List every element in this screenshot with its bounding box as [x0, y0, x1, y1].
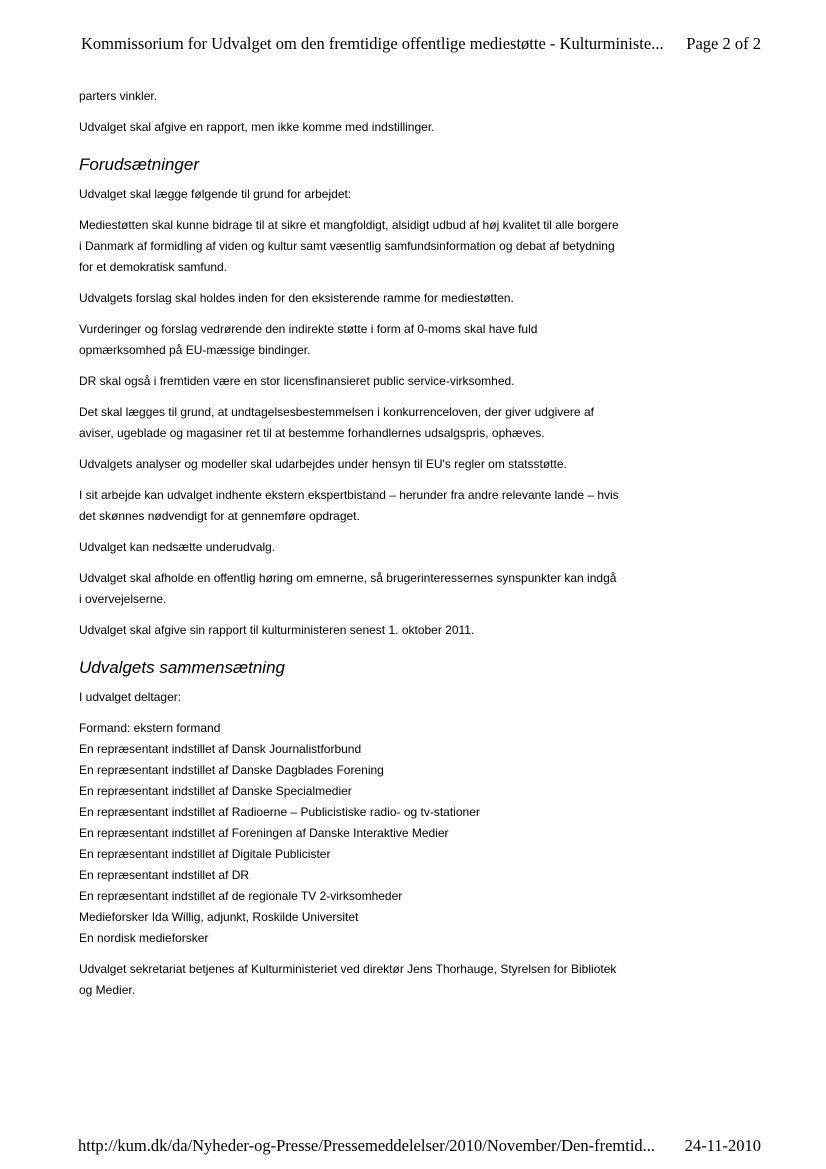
document-title: Kommissorium for Udvalget om den fremtidige offentlige mediestøtte - Kulturministe...	[81, 34, 664, 53]
paragraph: parters vinkler.	[79, 89, 158, 103]
list-item: En repræsentant indstillet af Radioerne – Publicistiske radio- og tv-stationer	[79, 805, 480, 819]
list-item: Medieforsker Ida Willig, adjunkt, Roskilde Universitet	[79, 910, 359, 924]
page-footer	[78, 1136, 761, 1156]
source-url: http://kum.dk/da/Nyheder-og-Presse/Pressemeddelelser/2010/November/Den-fremtid...	[78, 1136, 656, 1155]
list-item: Formand: ekstern formand	[79, 721, 221, 735]
paragraph: I sit arbejde kan udvalget indhente ekstern ekspertbistand – herunder fra andre relevante lande – hvis det skønnes nødvendigt for at gennemføre opdraget.	[79, 488, 619, 523]
page-number: Page 2 of 2	[686, 34, 761, 53]
paragraph: Udvalgets analyser og modeller skal udarbejdes under hensyn til EU's regler om statsstøtte.	[79, 457, 567, 471]
paragraph: Det skal lægges til grund, at undtagelsesbestemmelsen i konkurrenceloven, der giver udgivere af aviser, ugeblade og magasiner ret til at bestemme forhandlernes udsalgspris, ophæves.	[79, 405, 594, 440]
section-heading-forudsaetninger: Forudsætninger	[79, 155, 200, 174]
list-item: En repræsentant indstillet af Danske Specialmedier	[79, 784, 352, 798]
list-item: En repræsentant indstillet af DR	[79, 868, 250, 882]
member-list	[79, 718, 619, 949]
paragraph: Vurderinger og forslag vedrørende den indirekte støtte i form af 0-moms skal have fuld opmærksomhed på EU-mæssige bindinger.	[79, 322, 538, 357]
list-item: En repræsentant indstillet af Dansk Journalistforbund	[79, 742, 362, 756]
paragraph: Udvalget skal afgive en rapport, men ikke komme med indstillinger.	[79, 120, 435, 134]
list-item: En repræsentant indstillet af Danske Dagblades Forening	[79, 763, 384, 777]
paragraph: Mediestøtten skal kunne bidrage til at sikre et mangfoldigt, alsidigt udbud af høj kvalitet til alle borgere i Danmark af formidling af viden og kultur samt væsentlig samfundsinformation og debat af betydning for et demokratisk samfund.	[79, 218, 619, 274]
paragraph: Udvalget skal afholde en offentlig høring om emnerne, så brugerinteressernes synspunkter kan indgå i overvejelserne.	[79, 571, 617, 606]
paragraph: Udvalgets forslag skal holdes inden for den eksisterende ramme for mediestøtten.	[79, 291, 514, 305]
list-item: En repræsentant indstillet af Foreningen af Danske Interaktive Medier	[79, 826, 449, 840]
paragraph: Udvalget kan nedsætte underudvalg.	[79, 540, 276, 554]
paragraph: Udvalget skal lægge følgende til grund for arbejdet:	[79, 187, 352, 201]
section-heading-sammensaetning: Udvalgets sammensætning	[79, 658, 285, 677]
list-item: En repræsentant indstillet af de regionale TV 2-virksomheder	[79, 889, 403, 903]
paragraph: DR skal også i fremtiden være en stor licensfinansieret public service-virksomhed.	[79, 374, 515, 388]
print-date: 24-11-2010	[684, 1136, 761, 1155]
paragraph: Udvalget sekretariat betjenes af Kulturministeriet ved direktør Jens Thorhauge, Styrelsen for Bibliotek og Medier.	[79, 962, 617, 997]
page-header	[81, 34, 761, 54]
list-item: En repræsentant indstillet af Digitale Publicister	[79, 847, 331, 861]
paragraph: I udvalget deltager:	[79, 690, 182, 704]
document-body	[79, 86, 619, 1011]
paragraph: Udvalget skal afgive sin rapport til kulturministeren senest 1. oktober 2011.	[79, 623, 475, 637]
list-item: En nordisk medieforsker	[79, 931, 209, 945]
